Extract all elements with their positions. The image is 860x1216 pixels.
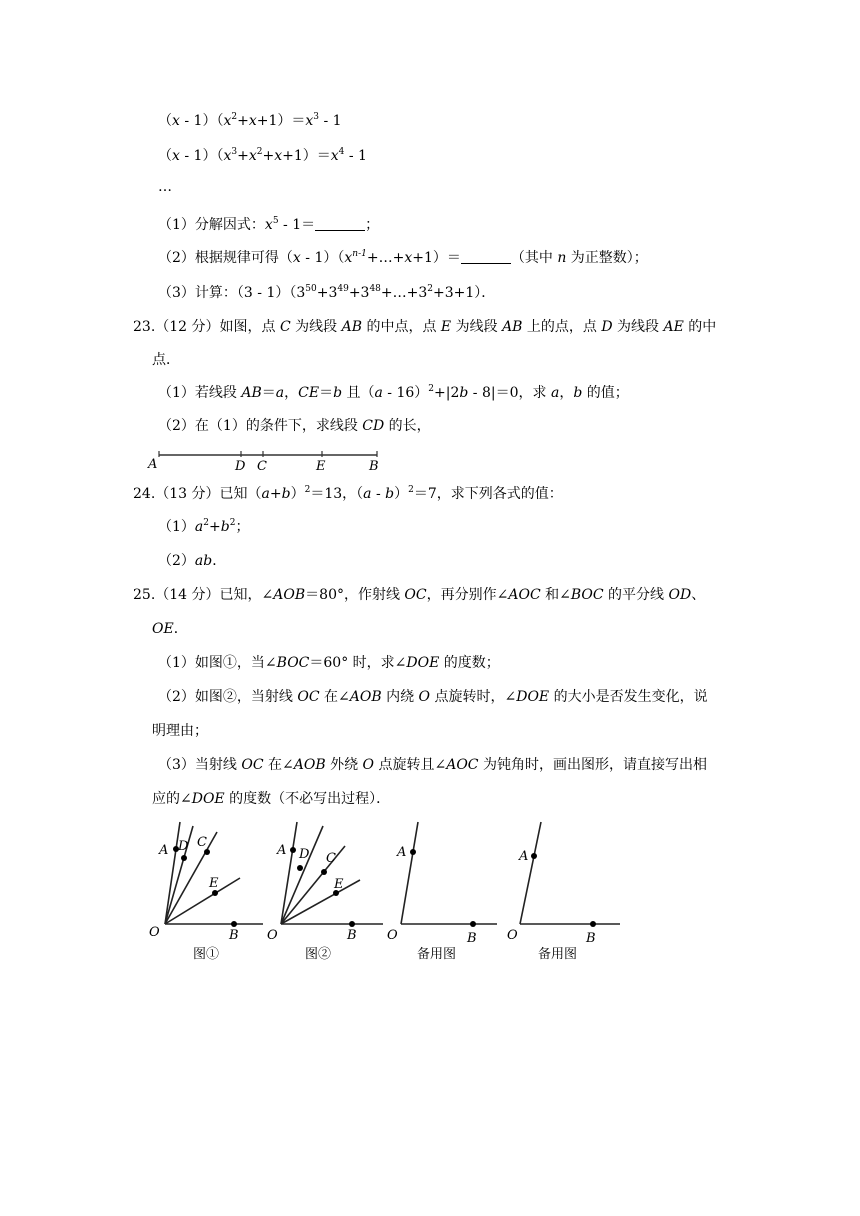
q22-part-3: （3）计算：（3 ‐ $1)(3^{50}+3^{49}+3^{48}+\dots+3^2+3+1)$．	[158, 284, 496, 301]
caption: 备用图	[417, 947, 457, 962]
q25-part-3-line-2: 应的∠DOE 的度数（不必写出过程）．	[152, 791, 391, 807]
caption: 图①	[193, 947, 220, 962]
point-B	[231, 921, 237, 927]
ray-OE	[281, 880, 360, 924]
label-D: D	[178, 839, 189, 854]
ray-OA	[401, 822, 418, 924]
intro-line-2: （x ‐ $1)(x^3+x^2+x+1)=x^4$ ‐ 1	[158, 147, 367, 164]
q23-segment-figure	[145, 446, 395, 474]
label-E: E	[316, 459, 326, 474]
q25-stem-line-1: 25.（14 分）已知，∠AOB＝80°，作射线 OC，再分别作∠AOC 和∠BOC 的平分线 OD、	[133, 587, 706, 603]
label-O: O	[387, 928, 398, 943]
caption: 备用图	[538, 947, 578, 962]
answer-blank	[461, 251, 511, 264]
label-A: A	[148, 457, 158, 472]
label-B: B	[467, 931, 477, 946]
point-A	[531, 853, 537, 859]
q22-part-2: （2）根据规律可得（x ‐ $1)(x^{n‐1}+\dots+x+1)=$ （其中 n 为正整数）；	[158, 249, 648, 266]
answer-blank	[315, 218, 365, 231]
q25-figures	[145, 818, 630, 966]
q23-stem-line-1: 23.（12 分）如图，点 C 为线段 AB 的中点，点 E 为线段 AB 上的点，点 D 为线段 AE 的中	[133, 319, 717, 335]
q25-part-2-line-2: 明理由；	[152, 723, 208, 739]
intro-line-1: （x ‐ $1)(x^2+x+1)=x^3$ ‐ 1	[158, 112, 342, 129]
label-C: C	[326, 851, 336, 866]
label-A: A	[159, 843, 169, 858]
ray-OA	[281, 822, 297, 924]
label-E: E	[334, 877, 344, 892]
label-E: E	[209, 876, 219, 891]
point-C	[321, 869, 327, 875]
q25-part-2: （2）如图②，当射线 OC 在∠AOB 内绕 O 点旋转时，∠DOE 的大小是否发生变化，说	[158, 689, 708, 705]
label-B: B	[586, 931, 596, 946]
q24-part-2: （2）ab．	[158, 553, 227, 569]
ray-OD	[281, 826, 323, 924]
q23-stem-line-2: 点．	[152, 352, 180, 368]
point-B	[349, 921, 355, 927]
q24-part-1: $(1)a^2+b^2$；	[158, 518, 250, 535]
spare-figure-2	[507, 822, 620, 962]
label-B: B	[369, 459, 379, 474]
label-D: D	[235, 459, 246, 474]
spare-figure-1	[387, 822, 497, 962]
figure-1	[149, 822, 263, 962]
caption: 图②	[305, 947, 332, 962]
q25-stem-line-2: OE．	[152, 621, 188, 637]
label-C: C	[257, 459, 267, 474]
q22-part-1: （1）分解因式：$x^5$ ‐ 1＝ ；	[158, 216, 380, 233]
q23-part-2: （2）在（1）的条件下，求线段 CD 的长，	[158, 418, 431, 434]
ray-OA	[520, 822, 541, 924]
label-B: B	[347, 928, 357, 943]
q24-stem: 24.（13 分）已知$(a+b)^2=13$，（a ‐ b）$^2$＝7，求下列各式的值：	[133, 485, 563, 502]
label-A: A	[519, 849, 529, 864]
label-O: O	[267, 928, 278, 943]
point-D	[181, 855, 187, 861]
label-C: C	[197, 835, 207, 850]
point-A	[410, 849, 416, 855]
q25-part-1: （1）如图①，当∠BOC＝60° 时，求∠DOE 的度数；	[158, 655, 500, 671]
label-O: O	[507, 928, 518, 943]
q25-part-3: （3）当射线 OC 在∠AOB 外绕 O 点旋转且∠AOC 为钝角时，画出图形，请直接写出相	[158, 757, 707, 773]
point-B	[470, 921, 476, 927]
point-A	[290, 847, 296, 853]
point-D	[297, 865, 303, 871]
q23-part-1: （1）若线段 AB＝a，CE＝b 且（a ‐ 16）$^2$+|2b ‐ 8|＝0，求 a，b 的值；	[158, 384, 629, 401]
label-D: D	[299, 847, 310, 862]
ray-OA	[165, 822, 180, 924]
point-B	[590, 921, 596, 927]
label-B: B	[229, 928, 239, 943]
label-A: A	[397, 845, 407, 860]
intro-ellipsis: …	[158, 179, 172, 195]
label-O: O	[149, 925, 160, 940]
label-A: A	[277, 843, 287, 858]
figure-2	[267, 822, 383, 962]
